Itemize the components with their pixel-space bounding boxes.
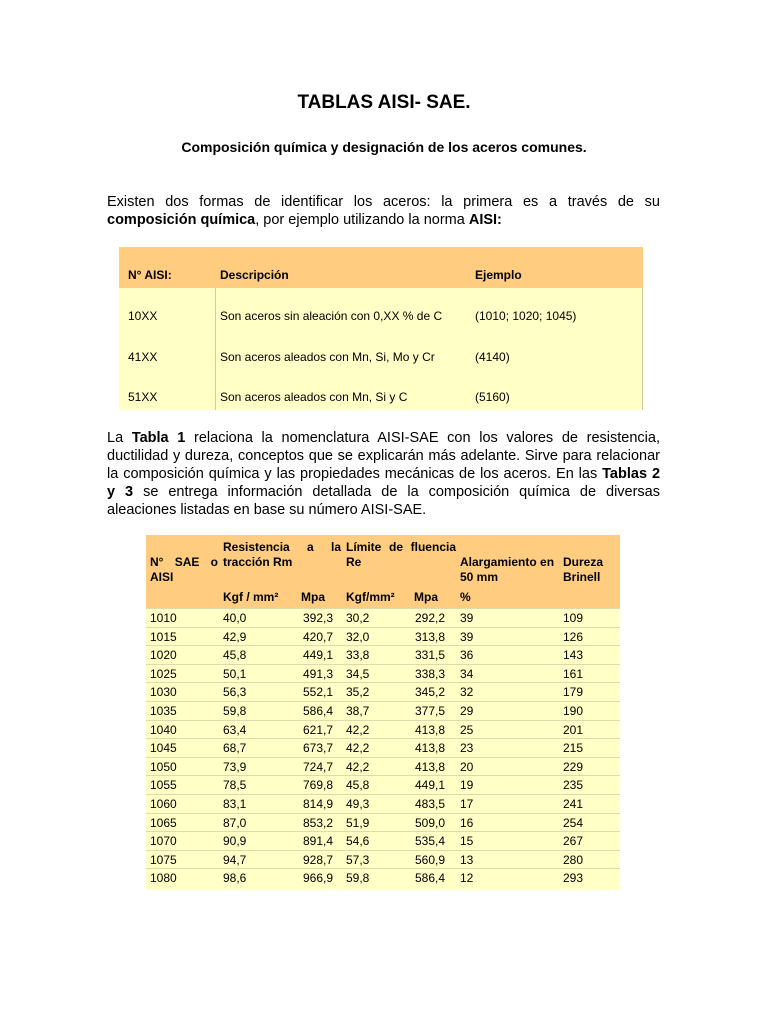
table2-cell: 1035	[150, 704, 177, 718]
table2-cell: 449,1	[302, 648, 333, 663]
table2-cell: 928,7	[302, 852, 333, 867]
table-row	[146, 645, 620, 664]
table2-cell: 32	[460, 685, 474, 700]
page-subtitle: Composición química y designación de los aceros comunes.	[181, 139, 587, 155]
table2-cell: 215	[563, 741, 584, 756]
table2-cell: 90,9	[223, 834, 247, 849]
table2-cell: 12	[460, 871, 474, 886]
table2-cell: 33,8	[346, 648, 370, 663]
table2-cell: 1050	[150, 759, 177, 774]
table2-cell: 34	[460, 666, 474, 681]
table2-cell: 1010	[150, 611, 177, 625]
table2-cell: 1070	[150, 834, 177, 849]
table1-cell: 10XX	[128, 309, 158, 323]
table2-cell: 853,2	[302, 815, 333, 830]
table2-cell: 59,8	[223, 704, 247, 718]
table2-cell: 1030	[150, 685, 177, 700]
table2-cell: 190	[563, 704, 584, 718]
table2-cell: 20	[460, 759, 474, 774]
table2-cell: 413,8	[414, 741, 445, 756]
table2-cell: 1045	[150, 741, 177, 756]
table2-cell: 19	[460, 778, 474, 793]
body-bold-1: Tabla 1	[131, 430, 186, 446]
table2-cell: 673,7	[302, 741, 333, 756]
table2-cell: 891,4	[302, 834, 333, 849]
table2-cell: 143	[563, 648, 584, 663]
table1-border	[642, 288, 643, 410]
table2-cell: 83,1	[223, 797, 247, 811]
table-row	[146, 868, 620, 887]
table2-cell: 42,9	[223, 629, 247, 644]
table2-cell: 15	[460, 834, 474, 849]
table-row	[146, 757, 620, 776]
table2-cell: 23	[460, 741, 474, 756]
table2-cell: 161	[563, 666, 584, 681]
table2-cell: 621,7	[302, 722, 333, 737]
table2-cell: 552,1	[302, 685, 333, 700]
table2-cell: 586,4	[302, 704, 333, 718]
table2-cell: 1025	[150, 666, 177, 681]
table-row	[146, 682, 620, 701]
table2-header-alargamiento: Alargamiento en 50 mm	[460, 555, 555, 584]
table2-cell: 413,8	[414, 759, 445, 774]
table2-cell: 39	[460, 611, 474, 625]
table2-header-dureza: Dureza Brinell	[563, 555, 604, 584]
table-row	[146, 813, 620, 832]
table2-cell: 13	[460, 852, 474, 867]
table2-cell: 63,4	[223, 722, 247, 737]
table2-cell: 254	[563, 815, 584, 830]
body-text-1: La	[107, 430, 132, 446]
table2-header-limite: Límite de fluencia Re	[346, 540, 456, 569]
table-row	[146, 627, 620, 646]
table2-cell: 39	[460, 629, 474, 644]
table2-cell: 280	[563, 852, 584, 867]
table2-cell: 50,1	[223, 666, 247, 681]
table1-cell: (5160)	[475, 390, 510, 404]
table2-cell: 313,8	[414, 629, 445, 644]
table1-header-descripcion: Descripción	[220, 268, 289, 282]
table2-cell: 109	[563, 611, 584, 625]
table2-cell: 57,3	[346, 852, 370, 867]
table-row	[146, 831, 620, 850]
table2-cell: 16	[460, 815, 474, 830]
table2-cell: 17	[460, 797, 474, 811]
table-row	[146, 608, 620, 627]
intro-paragraph	[107, 193, 660, 229]
intro-bold-1: composición química	[107, 212, 256, 228]
table-row	[146, 794, 620, 813]
table2-cell: 814,9	[302, 797, 333, 811]
sae-properties-table	[146, 535, 620, 890]
intro-text-1: Existen dos formas de identificar los aceros: la primera es a través de su	[107, 194, 660, 210]
table2-cell: 293	[563, 871, 584, 886]
table2-unit-percent: %	[460, 590, 471, 604]
table2-cell: 78,5	[223, 778, 247, 793]
table1-header	[119, 247, 643, 288]
table2-cell: 420,7	[302, 629, 333, 644]
table2-cell: 491,3	[302, 666, 333, 681]
table2-cell: 179	[563, 685, 584, 700]
table2-cell: 1020	[150, 648, 177, 663]
table-row	[146, 775, 620, 794]
table2-cell: 94,7	[223, 852, 247, 867]
table2-cell: 241	[563, 797, 584, 811]
table2-cell: 392,3	[302, 611, 333, 625]
body-text-2: relaciona la nomenclatura AISI-SAE con los valores de resistencia, ductilidad y dureza, conceptos que se explicarán más adelante. Sirve para relacionar la composición química y las propiedades mecánicas de los aceros. En las	[107, 430, 660, 482]
table1-header-aisi: N° AISI:	[128, 268, 172, 282]
table2-cell: 30,2	[346, 611, 370, 625]
aisi-designation-table	[119, 247, 643, 410]
table2-cell: 724,7	[302, 759, 333, 774]
table2-unit-kgf: Kgf / mm²	[223, 590, 279, 604]
table2-cell: 29	[460, 704, 474, 718]
table2-cell: 1060	[150, 797, 177, 811]
table2-cell: 56,3	[223, 685, 247, 700]
table2-cell: 126	[563, 629, 584, 644]
table2-cell: 59,8	[346, 871, 370, 886]
table1-cell: 41XX	[128, 350, 158, 364]
table2-cell: 87,0	[223, 815, 247, 830]
table2-cell: 483,5	[414, 797, 445, 811]
table2-cell: 292,2	[414, 611, 445, 625]
table-row	[146, 664, 620, 683]
page-title: TABLAS AISI- SAE.	[297, 92, 471, 113]
table2-cell: 331,5	[414, 648, 445, 663]
table-row	[146, 720, 620, 739]
table2-cell: 1065	[150, 815, 177, 830]
table2-cell: 1015	[150, 629, 177, 644]
table2-cell: 54,6	[346, 834, 370, 849]
table-row	[146, 850, 620, 869]
table2-cell: 201	[563, 722, 584, 737]
table2-cell: 34,5	[346, 666, 370, 681]
table2-cell: 1080	[150, 871, 177, 886]
table2-cell: 1075	[150, 852, 177, 867]
table2-cell: 509,0	[414, 815, 445, 830]
table1-divider	[215, 288, 216, 410]
table2-cell: 235	[563, 778, 584, 793]
table2-cell: 413,8	[414, 722, 445, 737]
table2-cell: 45,8	[346, 778, 370, 793]
table2-cell: 51,9	[346, 815, 370, 830]
table2-cell: 36	[460, 648, 474, 663]
table2-cell: 42,2	[346, 759, 370, 774]
table2-cell: 98,6	[223, 871, 247, 886]
table1-cell: Son aceros aleados con Mn, Si y C	[220, 390, 408, 404]
table2-cell: 49,3	[346, 797, 370, 811]
table2-cell: 25	[460, 722, 474, 737]
table2-cell: 1040	[150, 722, 177, 737]
table2-cell: 38,7	[346, 704, 370, 718]
table2-cell: 73,9	[223, 759, 247, 774]
table2-unit-mpa: Mpa	[301, 590, 325, 604]
table2-cell: 1055	[150, 778, 177, 793]
table2-cell: 42,2	[346, 722, 370, 737]
table2-cell: 229	[563, 759, 584, 774]
intro-bold-2: AISI:	[468, 212, 502, 228]
table-row	[146, 701, 620, 720]
table2-cell: 535,4	[414, 834, 445, 849]
table2-cell: 449,1	[414, 778, 445, 793]
intro-text-2: , por ejemplo utilizando la norma	[255, 212, 469, 228]
table1-cell: Son aceros sin aleación con 0,XX % de C	[220, 309, 443, 323]
table2-cell: 42,2	[346, 741, 370, 756]
table2-cell: 32,0	[346, 629, 370, 644]
table2-cell: 35,2	[346, 685, 370, 700]
table1-cell: 51XX	[128, 390, 158, 404]
table2-cell: 560,9	[414, 852, 445, 867]
table2-cell: 68,7	[223, 741, 247, 756]
body-paragraph	[107, 429, 660, 519]
table2-header-sae: N° SAE o AISI	[150, 555, 218, 584]
table2-cell: 40,0	[223, 611, 247, 625]
body-bold-2: Tablas 2 y 3	[107, 466, 661, 500]
table2-cell: 966,9	[302, 871, 333, 886]
table2-cell: 338,3	[414, 666, 445, 681]
table2-cell: 45,8	[223, 648, 247, 663]
table1-header-ejemplo: Ejemplo	[475, 268, 522, 282]
body-text-3: se entrega información detallada de la composición química de diversas aleaciones listadas en base su número AISI-SAE.	[107, 484, 660, 518]
table1-cell: (1010; 1020; 1045)	[475, 309, 577, 323]
table-row	[146, 738, 620, 757]
table2-cell: 769,8	[302, 778, 333, 793]
table2-cell: 267	[563, 834, 584, 849]
table2-unit-kgf: Kgf/mm²	[346, 590, 395, 604]
table2-cell: 586,4	[414, 871, 445, 886]
table2-header-resistencia: Resistencia a la tracción Rm	[223, 540, 341, 569]
table2-unit-mpa: Mpa	[414, 590, 438, 604]
table1-cell: Son aceros aleados con Mn, Si, Mo y Cr	[220, 350, 435, 364]
table1-cell: (4140)	[475, 350, 510, 364]
table2-cell: 377,5	[414, 704, 445, 718]
table2-cell: 345,2	[414, 685, 445, 700]
